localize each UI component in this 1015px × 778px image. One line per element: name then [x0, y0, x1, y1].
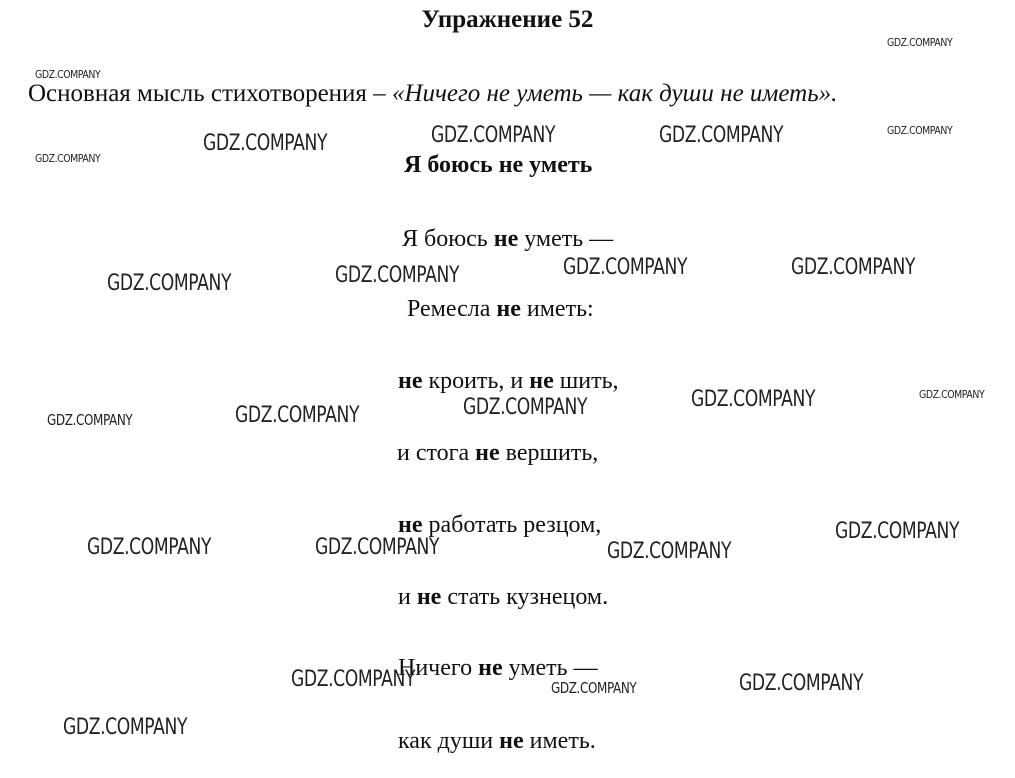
line-text: иметь.	[523, 728, 596, 754]
watermark: GDZ.COMPANY	[35, 152, 101, 165]
line-text: уметь —	[502, 655, 598, 681]
line-text: работать резцом,	[422, 512, 602, 538]
poem-line	[398, 655, 598, 682]
line-text: вершить,	[499, 440, 599, 466]
poem-line	[407, 296, 594, 323]
watermark: GDZ.COMPANY	[87, 535, 212, 560]
poem-line	[398, 728, 596, 755]
watermark: GDZ.COMPANY	[739, 671, 864, 696]
line-bold: не	[529, 368, 554, 394]
watermark: GDZ.COMPANY	[607, 539, 732, 564]
watermark: GDZ.COMPANY	[35, 68, 101, 81]
poem-line	[398, 368, 619, 395]
watermark: GDZ.COMPANY	[887, 36, 953, 49]
line-bold: не	[496, 296, 521, 322]
watermark: GDZ.COMPANY	[887, 124, 953, 137]
poem-line	[402, 226, 613, 253]
line-text: кроить, и	[422, 368, 530, 394]
line-text: как души	[398, 728, 500, 754]
watermark: GDZ.COMPANY	[63, 715, 188, 740]
line-bold: не	[493, 226, 519, 252]
line-text: Я боюсь	[402, 226, 494, 252]
poem-line	[397, 440, 598, 467]
watermark: GDZ.COMPANY	[919, 388, 985, 401]
line-text: уметь —	[518, 226, 614, 252]
line-bold: не	[416, 584, 442, 610]
watermark: GDZ.COMPANY	[315, 535, 440, 560]
exercise-title: Упражнение 52	[421, 6, 594, 33]
watermark: GDZ.COMPANY	[203, 131, 328, 156]
line-bold: не	[398, 512, 423, 538]
watermark: GDZ.COMPANY	[335, 263, 460, 288]
line-text: иметь:	[520, 296, 594, 322]
line-bold: не	[398, 368, 423, 394]
watermark: GDZ.COMPANY	[691, 387, 816, 412]
line-text: Ремесла	[407, 296, 497, 322]
watermark: GDZ.COMPANY	[107, 271, 232, 296]
poem-title: Я боюсь не уметь	[404, 152, 593, 178]
watermark: GDZ.COMPANY	[835, 519, 960, 544]
watermark: GDZ.COMPANY	[431, 123, 556, 148]
watermark: GDZ.COMPANY	[47, 411, 133, 429]
line-bold: не	[478, 655, 503, 681]
watermark: GDZ.COMPANY	[235, 403, 360, 428]
watermark: GDZ.COMPANY	[551, 679, 637, 697]
watermark: GDZ.COMPANY	[791, 255, 916, 280]
line-text: Ничего	[398, 655, 479, 681]
line-text: и	[398, 584, 417, 610]
line-bold: не	[475, 440, 500, 466]
watermark: GDZ.COMPANY	[659, 123, 784, 148]
main-idea	[28, 80, 837, 108]
line-text: и стога	[397, 440, 476, 466]
watermark: GDZ.COMPANY	[563, 255, 688, 280]
line-text: стать кузнецом.	[441, 584, 609, 610]
line-text: шить,	[553, 368, 619, 394]
line-bold: не	[499, 728, 524, 754]
main-idea-prefix: Основная мысль стихотворения –	[28, 80, 392, 107]
poem-line	[398, 584, 608, 611]
watermark: GDZ.COMPANY	[463, 395, 588, 420]
main-idea-quote: «Ничего не уметь — как души не иметь».	[391, 80, 838, 107]
watermark: GDZ.COMPANY	[291, 667, 416, 692]
